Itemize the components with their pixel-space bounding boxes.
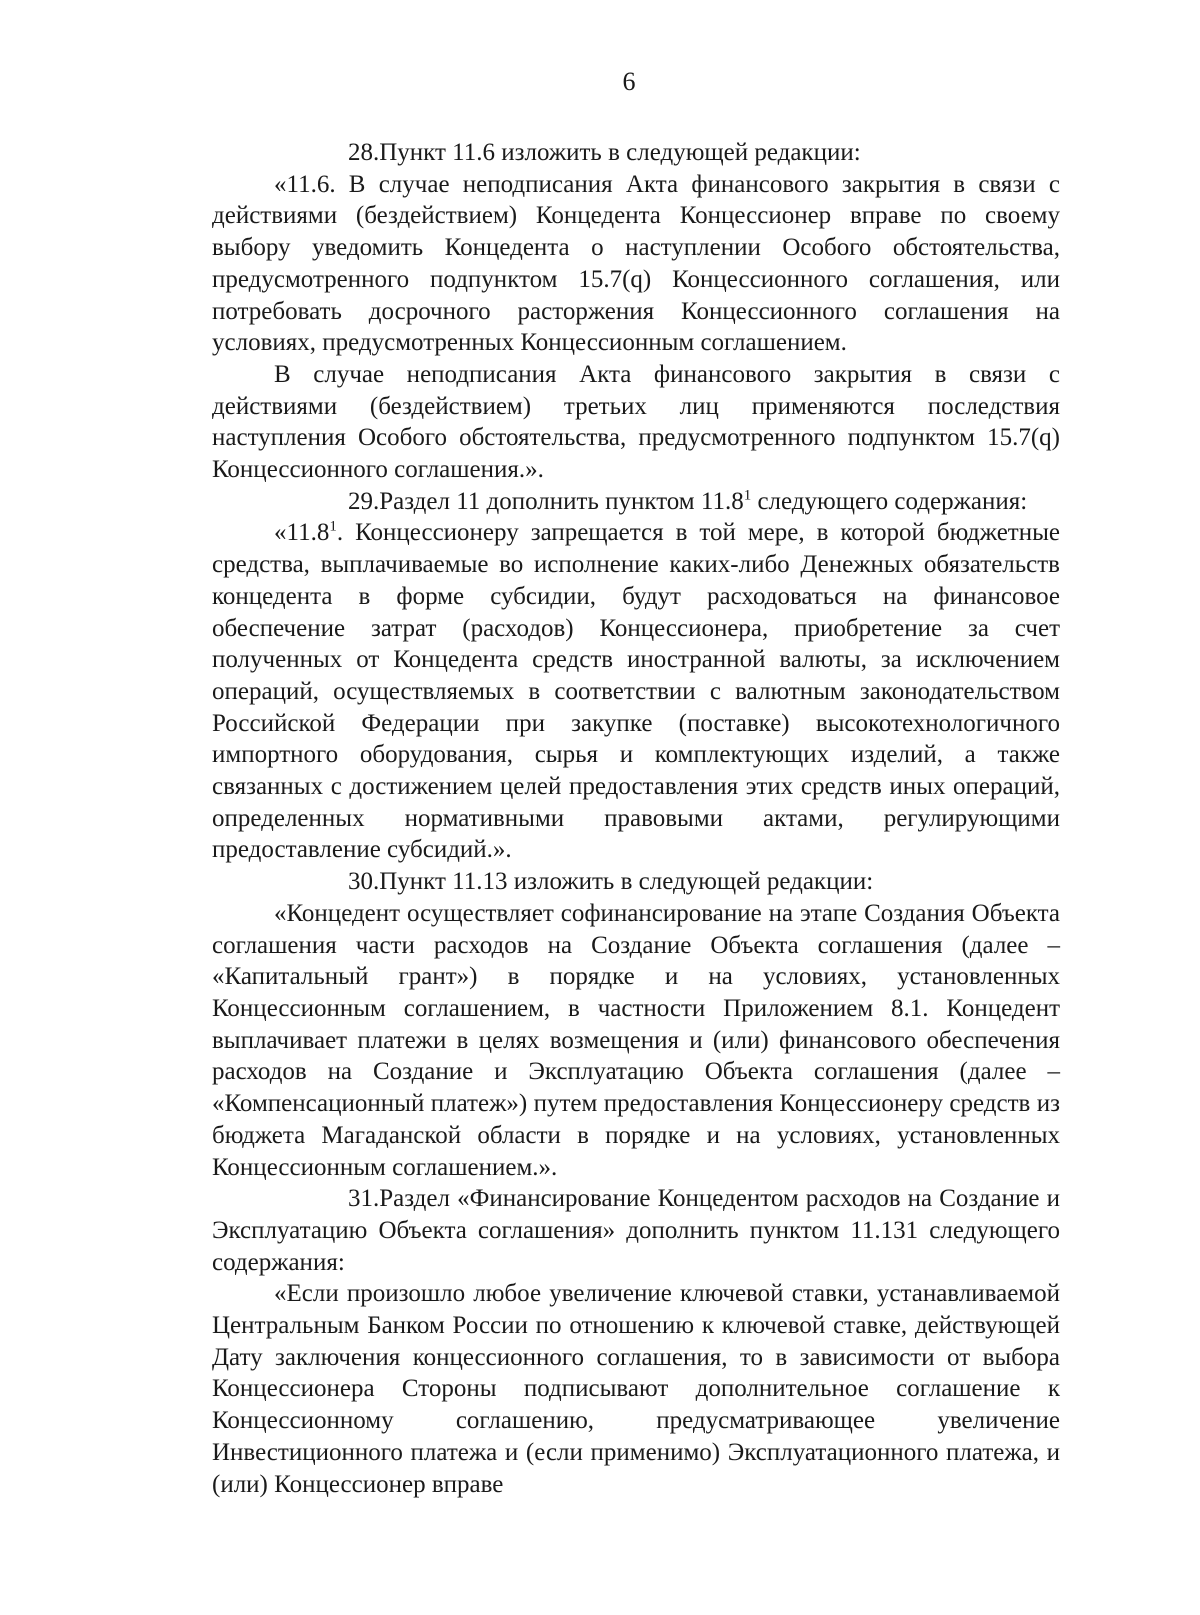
page-number: 6 <box>622 67 636 96</box>
paragraph-item-30 <box>212 866 1060 898</box>
paragraph-text-part: «11.8 <box>274 519 330 547</box>
superscript: 1 <box>743 487 752 504</box>
document-body <box>212 137 1060 1500</box>
paragraph-item-29 <box>212 486 1060 518</box>
item-number: 28. <box>348 139 380 166</box>
paragraph-text-part: . Концессионеру запрещается в той мере, в которой бюджетные средства, выплачиваемые во исполнение каких-либо Денежных обязательств концедента в форме субсидии, будут расходоваться на финансовое обеспечение затрат (расходов) Концессионера, приобретение за счет полученных от Концедента средств иностранной валюты, за исключением операций, осуществляемых в соответствии с валютным законодательством Российской Федерации при закупке (поставке) высокотехнологичного импортного оборудования, сырья и комплектующих изделий, а также связанных с достижением целей предоставления этих средств иных операций, определенных нормативными правовыми актами, регулирующими предоставление субсидий.». <box>212 519 1060 864</box>
paragraph-item-31 <box>212 1183 1060 1278</box>
superscript: 1 <box>329 519 337 536</box>
paragraph-quote-11-13: «Концедент осуществляет софинансирование на этапе Создания Объекта соглашения части расходов на Создание Объекта соглашения (далее – «Капитальный грант») в порядке и на условиях, установленных Концессионным соглашением, в частности Приложением 8.1. Концедент выплачивает платежи в целях возмещения и (или) финансового обеспечения расходов на Создание и Эксплуатацию Объекта соглашения (далее – «Компенсационный платеж») путем предоставления Концессионеру средств из бюджета Магаданской области в порядке и на условиях, установленных Концессионным соглашением.». <box>212 899 1060 1181</box>
paragraph-text-part: Раздел 11 дополнить пунктом 11.8 <box>379 487 744 515</box>
paragraph-quote-11-8-1 <box>212 517 1060 866</box>
paragraph-quote-key-rate: «Если произошло любое увеличение ключевой ставки, устанавливаемой Центральным Банком России по отношению к ключевой ставке, действующей Дату заключения концессионного соглашения, то в зависимости от выбора Концессионера Стороны подписывают дополнительное соглашение к Концессионному соглашению, предусматривающее увеличение Инвестиционного платежа и (если применимо) Эксплуатационного платежа, и (или) Концессионер вправе <box>212 1280 1060 1498</box>
paragraph-text-part: следующего содержания: <box>751 487 1028 515</box>
paragraph-third-parties: В случае неподписания Акта финансового закрытия в связи с действиями (бездействием) третьих лиц применяются последствия наступления Особого обстоятельства, предусмотренного подпунктом 15.7(q) Концессионного соглашения.». <box>212 360 1060 484</box>
item-number: 31. <box>348 1185 380 1213</box>
paragraph-text: Раздел «Финансирование Концедентом расходов на Создание и Эксплуатацию Объекта соглашения» дополнить пунктом 11.131 следующего содержания: <box>212 1185 1060 1276</box>
item-number: 30. <box>348 868 380 896</box>
paragraph-text: Пункт 11.13 изложить в следующей редакции: <box>379 868 874 896</box>
paragraph-item-28 <box>212 137 1060 169</box>
item-number: 29. <box>348 487 380 515</box>
paragraph-quote-11-6: «11.6. В случае неподписания Акта финансового закрытия в связи с действиями (бездействием) Концедента Концессионер вправе по своему выбору уведомить Концедента о наступлении Особого обстоятельства, предусмотренного подпунктом 15.7(q) Концессионного соглашения, или потребовать досрочного расторжения Концессионного соглашения на условиях, предусмотренных Концессионным соглашением. <box>212 170 1060 357</box>
paragraph-text: Пункт 11.6 изложить в следующей редакции: <box>379 139 861 166</box>
